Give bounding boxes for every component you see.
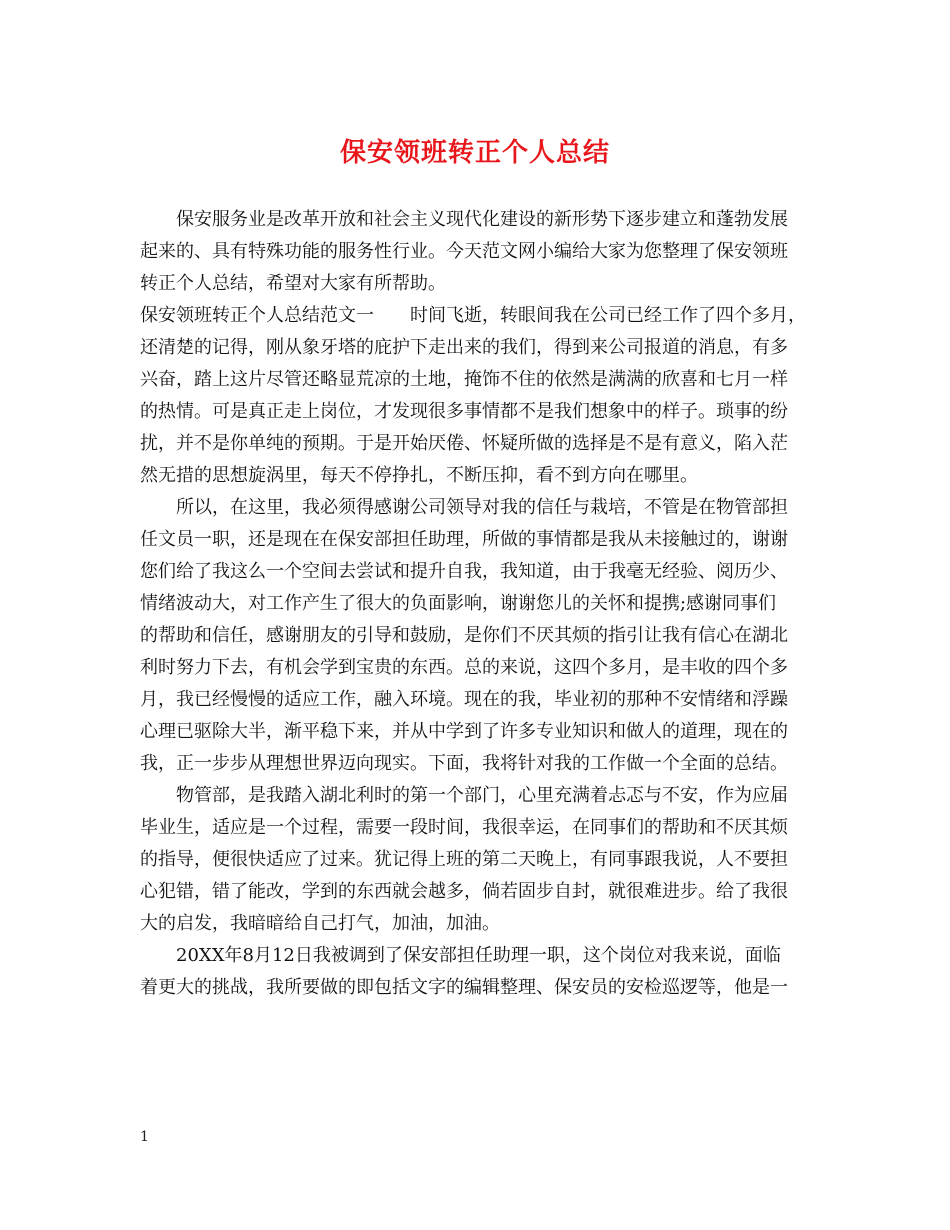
text-line: 兴奋，踏上这片尽管还略显荒凉的土地，掩饰不住的依然是满满的欣喜和七月一样 bbox=[140, 369, 788, 390]
text-line: 所以，在这里，我必须得感谢公司领导对我的信任与栽培，不管是在物管部担 bbox=[140, 497, 788, 518]
text-line: 您们给了我这么一个空间去尝试和提升自我，我知道，由于我毫无经验、阅历少、 bbox=[140, 561, 788, 582]
text-line: 20XX年8月12日我被调到了保安部担任助理一职，这个岗位对我来说，面临 bbox=[140, 945, 781, 966]
text-line: 转正个人总结，希望对大家有所帮助。 bbox=[140, 273, 446, 294]
page-number: 1 bbox=[140, 1129, 149, 1145]
text-line: 还清楚的记得，刚从象牙塔的庇护下走出来的我们，得到来公司报道的消息，有多 bbox=[140, 337, 788, 358]
text-line: 大的启发，我暗暗给自己打气，加油，加油。 bbox=[140, 913, 500, 934]
text-line: 保安领班转正个人总结范文一 时间飞逝，转眼间我在公司已经工作了四个多月， bbox=[140, 305, 806, 326]
document-title: 保安领班转正个人总结 bbox=[339, 138, 610, 168]
text-line: 毕业生，适应是一个过程，需要一段时间，我很幸运，在同事们的帮助和不厌其烦 bbox=[140, 817, 788, 838]
text-line: 月，我已经慢慢的适应工作，融入环境。现在的我，毕业初的那种不安情绪和浮躁 bbox=[140, 689, 788, 710]
text-line: 保安服务业是改革开放和社会主义现代化建设的新形势下逐步建立和蓬勃发展 bbox=[140, 209, 788, 230]
text-line: 然无措的思想旋涡里，每天不停挣扎，不断压抑，看不到方向在哪里。 bbox=[140, 465, 698, 486]
text-line: 的指导，便很快适应了过来。犹记得上班的第二天晚上，有同事跟我说，人不要担 bbox=[140, 849, 788, 870]
text-line: 心犯错，错了能改，学到的东西就会越多，倘若固步自封，就很难进步。给了我很 bbox=[140, 881, 788, 902]
text-line: 心理已驱除大半，渐平稳下来，并从中学到了许多专业知识和做人的道理，现在的 bbox=[140, 721, 788, 742]
text-line: 扰，并不是你单纯的预期。于是开始厌倦、怀疑所做的选择是不是有意义，陷入茫 bbox=[140, 433, 788, 454]
text-line: 物管部，是我踏入湖北利时的第一个部门，心里充满着忐忑与不安，作为应届 bbox=[140, 785, 788, 806]
text-line: 我，正一步步从理想世界迈向现实。下面，我将针对我的工作做一个全面的总结。 bbox=[140, 753, 788, 774]
text-line: 着更大的挑战，我所要做的即包括文字的编辑整理、保安员的安检巡逻等，他是一 bbox=[140, 977, 788, 998]
text-line: 的帮助和信任，感谢朋友的引导和鼓励，是你们不厌其烦的指引让我有信心在湖北 bbox=[140, 625, 788, 646]
text-line: 任文员一职，还是现在在保安部担任助理，所做的事情都是我从未接触过的，谢谢 bbox=[140, 529, 788, 550]
document-body bbox=[140, 204, 812, 1004]
text-line: 利时努力下去，有机会学到宝贵的东西。总的来说，这四个多月，是丰收的四个多 bbox=[140, 657, 788, 678]
text-line: 的热情。可是真正走上岗位，才发现很多事情都不是我们想象中的样子。琐事的纷 bbox=[140, 401, 788, 422]
text-line: 情绪波动大，对工作产生了很大的负面影响，谢谢您儿的关怀和提携;感谢同事们 bbox=[140, 593, 777, 614]
text-line: 起来的、具有特殊功能的服务性行业。今天范文网小编给大家为您整理了保安领班 bbox=[140, 241, 788, 262]
